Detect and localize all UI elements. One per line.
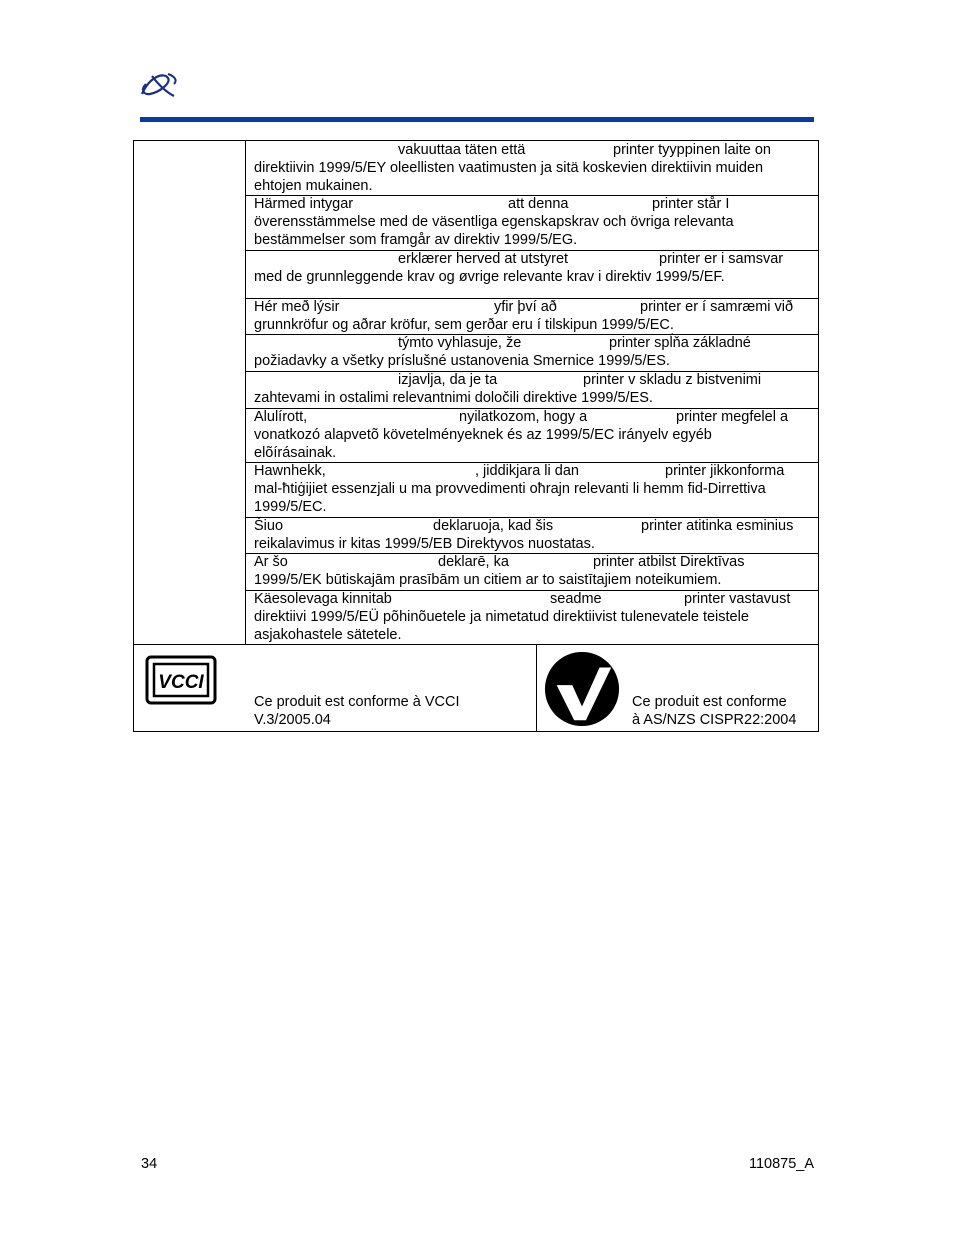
declaration-line: mal-ħtiġijiet essenzjali u ma provvedimenti oħrajn relevanti li hemm fid-Dirrettiva bbox=[254, 481, 766, 497]
declaration-line: 1999/5/EC. bbox=[254, 499, 327, 515]
header-rule bbox=[140, 117, 814, 122]
declaration-fragment: týmto vyhlasuje, že bbox=[398, 335, 522, 351]
declaration-fragment: printer står I bbox=[652, 196, 730, 212]
declaration-line: 1999/5/EK būtiskajām prasībām un citiem ar to saistītajiem noteikumiem. bbox=[254, 572, 722, 588]
declaration-fragment: izjavlja, da je ta bbox=[398, 372, 498, 388]
vcci-logo-text: VCCI bbox=[158, 672, 204, 693]
document-id: 110875_A bbox=[748, 1156, 814, 1172]
declaration-fragment: deklarē, ka bbox=[438, 554, 509, 570]
declaration-fragment: printer er í samræmi við bbox=[640, 299, 794, 315]
declaration-line: grunnkröfur og aðrar kröfur, sem gerðar eru í tilskipun 1999/5/EC. bbox=[254, 317, 674, 333]
declaration-line: vonatkozó alapvetõ követelményeknek és az 1999/5/EC irányelv egyéb bbox=[254, 427, 712, 443]
company-logo-icon bbox=[138, 70, 180, 100]
declaration-fragment: deklaruoja, kad šis bbox=[433, 518, 554, 534]
declaration-fragment: Šiuo bbox=[254, 518, 284, 534]
ctick-text: Ce produit est conforme bbox=[632, 694, 787, 710]
declaration-line: med de grunnleggende krav og øvrige relevante krav i direktiv 1999/5/EF. bbox=[254, 269, 725, 285]
declaration-line: reikalavimus ir kitas 1999/5/EB Direktyvos nuostatas. bbox=[254, 536, 595, 552]
declaration-fragment: seadme bbox=[550, 591, 602, 607]
declaration-fragment: printer vastavust bbox=[684, 591, 791, 607]
declaration-fragment: Ar šo bbox=[254, 554, 288, 570]
declaration-line: ehtojen mukainen. bbox=[254, 178, 373, 194]
declaration-fragment: Alulírott, bbox=[254, 409, 308, 425]
c-tick-logo-icon bbox=[543, 650, 621, 728]
declaration-fragment: vakuuttaa täten että bbox=[398, 142, 526, 158]
declaration-line: direktiivi 1999/5/EÜ põhinõuetele ja nimetatud direktiivist tulenevatele teistele bbox=[254, 609, 749, 625]
declaration-fragment: printer megfelel a bbox=[676, 409, 789, 425]
declaration-line: elõírásainak. bbox=[254, 445, 337, 461]
declaration-line: bestämmelser som framgår av direktiv 1999/5/EG. bbox=[254, 232, 578, 248]
declaration-fragment: printer atbilst Direktīvas bbox=[593, 554, 745, 570]
declaration-fragment: Hawnhekk, bbox=[254, 463, 326, 479]
declaration-fragment: , jiddikjara li dan bbox=[475, 463, 579, 479]
page-number: 34 bbox=[141, 1156, 158, 1172]
declaration-fragment: printer spĺňa základné bbox=[609, 335, 751, 351]
declaration-fragment: printer atitinka esminius bbox=[641, 518, 794, 534]
declaration-fragment: yfir því að bbox=[494, 299, 557, 315]
declaration-line: överensstämmelse med de väsentliga egenskapskrav och övriga relevanta bbox=[254, 214, 734, 230]
declaration-line: asjakohastele sätetele. bbox=[254, 627, 402, 643]
declaration-fragment: printer v skladu z bistvenimi bbox=[583, 372, 762, 388]
declaration-line: požiadavky a všetky príslušné ustanovenia Smernice 1999/5/ES. bbox=[254, 353, 670, 369]
declaration-fragment: printer tyyppinen laite on bbox=[613, 142, 771, 158]
declaration-line: direktiivin 1999/5/EY oleellisten vaatimusten ja sitä koskevien direktiivin muiden bbox=[254, 160, 764, 176]
vcci-text: V.3/2005.04 bbox=[254, 712, 331, 728]
declaration-line: zahtevami in ostalimi relevantnimi določili direktive 1999/5/ES. bbox=[254, 390, 653, 406]
declaration-fragment: erklærer herved at utstyret bbox=[398, 251, 569, 267]
table-divider bbox=[245, 140, 246, 645]
row-separator bbox=[133, 644, 819, 645]
declaration-fragment: Hér með lýsir bbox=[254, 299, 340, 315]
ctick-text: à AS/NZS CISPR22:2004 bbox=[632, 712, 797, 728]
declaration-fragment: printer jikkonforma bbox=[665, 463, 785, 479]
vcci-text: Ce produit est conforme à VCCI bbox=[254, 694, 460, 710]
declaration-fragment: printer er i samsvar bbox=[659, 251, 784, 267]
declaration-fragment: Härmed intygar bbox=[254, 196, 354, 212]
declaration-fragment: Käesolevaga kinnitab bbox=[254, 591, 392, 607]
declaration-fragment: att denna bbox=[508, 196, 569, 212]
table-divider bbox=[536, 644, 537, 732]
declaration-fragment: nyilatkozom, hogy a bbox=[459, 409, 588, 425]
vcci-logo-icon bbox=[145, 655, 217, 705]
